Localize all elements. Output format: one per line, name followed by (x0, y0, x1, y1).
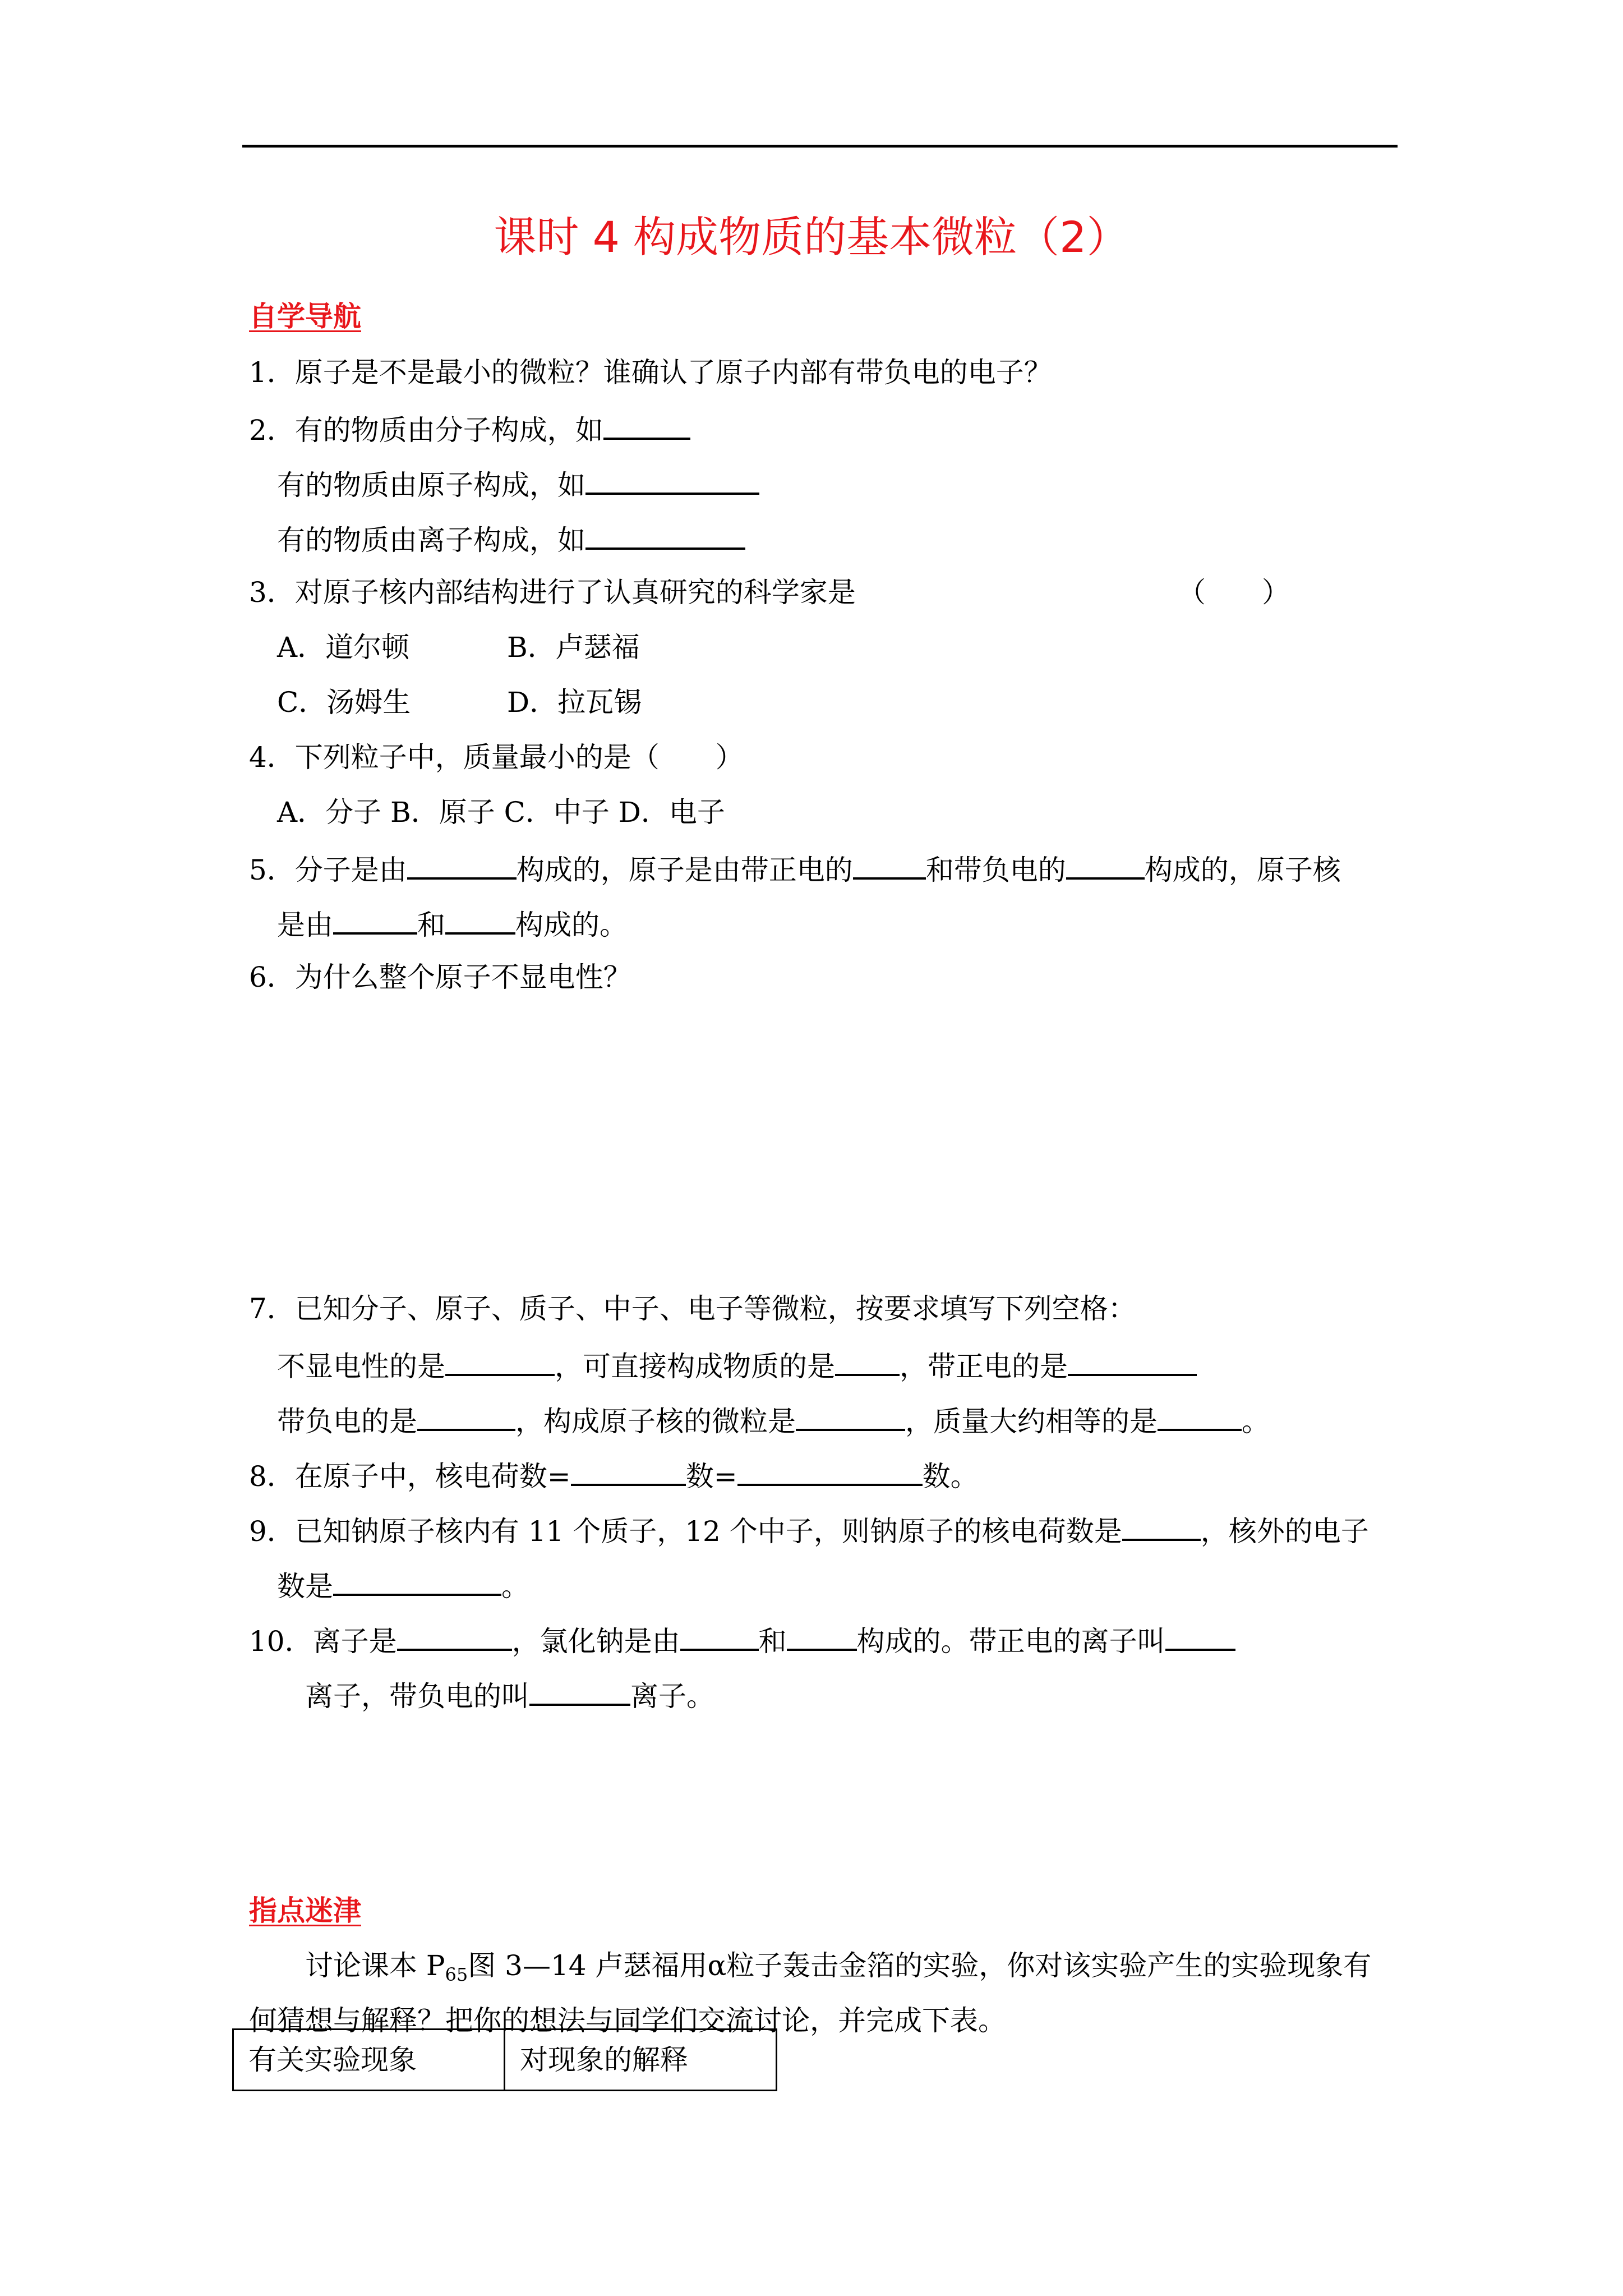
question-1: 1．原子是不是最小的微粒？谁确认了原子内部有带负电的电子？ (249, 356, 1052, 389)
question-2-line-1: 2．有的物质由分子构成，如 (249, 411, 690, 447)
question-9-line-1: 9．已知钠原子核内有 11 个质子，12 个中子，则钠原子的核电荷数是 ，核外的电子 (249, 1512, 1369, 1548)
answer-blank[interactable] (407, 850, 517, 880)
answer-blank[interactable] (417, 1402, 515, 1431)
section-heading-self-study: 自学导航 (249, 300, 361, 333)
question-3-stem: 3．对原子核内部结构进行了认真研究的科学家是 (249, 576, 856, 609)
question-3-option-d: D．拉瓦锡 (507, 686, 642, 719)
table-header-phenomenon: 有关实验现象 (234, 2030, 505, 2090)
answer-blank[interactable] (1068, 1347, 1197, 1376)
question-10-line-2: 离子，带负电的叫 离子。 (305, 1677, 714, 1713)
question-8: 8．在原子中，核电荷数= 数= 数。 (249, 1457, 979, 1493)
discussion-line-2: 何猜想与解释？把你的想法与同学们交流讨论，并完成下表。 (249, 2004, 1006, 2037)
page-title: 课时 4 构成物质的基本微粒（2） (494, 212, 1129, 262)
section-heading-guidance: 指点迷津 (249, 1894, 361, 1927)
answer-blank[interactable] (1165, 1622, 1235, 1651)
question-5-line-2: 是由 和 构成的。 (277, 905, 628, 942)
answer-blank[interactable] (397, 1622, 512, 1651)
question-2-line-3: 有的物质由离子构成，如 (277, 521, 745, 557)
answer-blank[interactable] (585, 521, 745, 550)
question-4-options: A．分子 B．原子 C．中子 D．电子 (277, 796, 725, 829)
question-3-answer-paren[interactable]: （ ） (1178, 576, 1290, 609)
table-header-explanation: 对现象的解释 (520, 2044, 688, 2076)
question-4-stem: 4．下列粒子中，质量最小的是（ ） (249, 741, 744, 774)
answer-blank[interactable] (445, 905, 515, 935)
observation-table (232, 2028, 777, 2091)
answer-blank[interactable] (853, 850, 926, 880)
question-3-option-b: B．卢瑟福 (507, 631, 640, 664)
question-7-line-2: 带负电的是 ，构成原子核的微粒是 ，质量大约相等的是 。 (277, 1402, 1270, 1438)
question-5-line-1: 5．分子是由 构成的，原子是由带正电的 和带负电的 构成的，原子核 (249, 850, 1341, 887)
question-6: 6．为什么整个原子不显电性？ (249, 961, 631, 993)
answer-blank[interactable] (571, 1457, 686, 1486)
question-10-line-1: 10．离子是 ，氯化钠是由 和 构成的。带正电的离子叫 (249, 1622, 1235, 1658)
answer-blank[interactable] (787, 1622, 857, 1651)
answer-blank[interactable] (585, 466, 759, 495)
answer-blank[interactable] (333, 905, 417, 935)
header-rule (242, 145, 1398, 148)
answer-blank[interactable] (1158, 1402, 1242, 1431)
answer-blank[interactable] (1066, 850, 1145, 880)
question-7-line-1: 不显电性的是 ，可直接构成物质的是 ，带正电的是 (277, 1347, 1197, 1383)
question-3-option-c: C．汤姆生 (277, 686, 411, 719)
question-7-stem: 7．已知分子、原子、质子、中子、电子等微粒，按要求填写下列空格： (249, 1292, 1136, 1325)
answer-blank[interactable] (603, 411, 690, 440)
question-3-option-a: A．道尔顿 (277, 631, 410, 664)
answer-blank[interactable] (1122, 1512, 1201, 1541)
answer-blank[interactable] (796, 1402, 905, 1431)
discussion-line-1: 讨论课本 $P_{65}$图 3—14 卢瑟福用α粒子轰击金箔的实验，你对该实验产生的实验现象有 (305, 1949, 1372, 1985)
answer-blank[interactable] (529, 1677, 630, 1706)
question-2-line-2: 有的物质由原子构成，如 (277, 466, 759, 502)
question-9-line-2: 数是 。 (277, 1567, 529, 1603)
answer-blank[interactable] (445, 1347, 555, 1376)
answer-blank[interactable] (737, 1457, 923, 1486)
answer-blank[interactable] (333, 1567, 501, 1596)
answer-blank[interactable] (835, 1347, 900, 1376)
answer-blank[interactable] (680, 1622, 759, 1651)
